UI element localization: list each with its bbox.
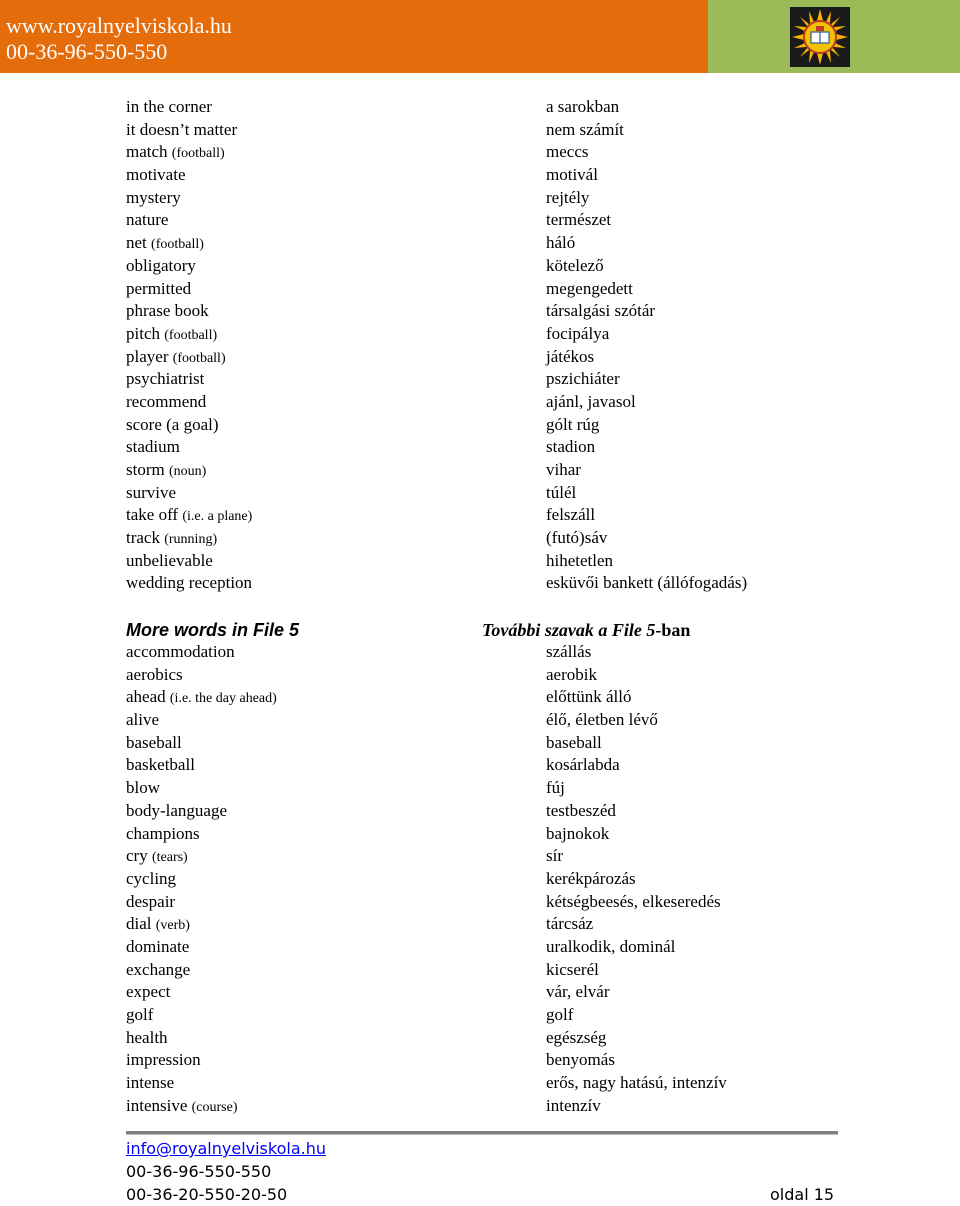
term-text: phrase book <box>126 301 209 321</box>
english-term <box>126 527 252 550</box>
hungarian-term <box>546 300 747 323</box>
hungarian-term <box>546 346 747 369</box>
term-text: pitch <box>126 323 160 343</box>
hungarian-term <box>546 664 727 687</box>
footer-divider <box>126 1131 838 1135</box>
hungarian-term <box>546 823 727 846</box>
english-term <box>126 346 252 369</box>
translation-text: játékos <box>546 346 595 366</box>
footer-email-link[interactable]: info@royalnyelviskola.hu <box>126 1139 326 1158</box>
translation-text: tárcsáz <box>546 914 594 934</box>
translation-text: uralkodik, dominál <box>546 936 676 956</box>
footer-phone: 00-36-96-550-550 <box>126 1162 272 1181</box>
translation-text: társalgási szótár <box>546 301 656 321</box>
translation-text: meccs <box>546 142 589 162</box>
term-text: body-language <box>126 800 228 820</box>
term-text: permitted <box>126 278 192 298</box>
english-term <box>126 232 252 255</box>
hungarian-term <box>546 754 727 777</box>
translation-text: kétségbeesés, elkeseredés <box>546 891 721 911</box>
translation-text: intenzív <box>546 1095 601 1115</box>
english-term <box>126 936 277 959</box>
english-term <box>126 686 277 709</box>
translation-text: nem számít <box>546 119 624 139</box>
hungarian-term <box>546 119 747 142</box>
hungarian-term <box>546 164 747 187</box>
term-note: (football) <box>172 350 226 366</box>
hungarian-term <box>546 459 747 482</box>
english-term <box>126 141 252 164</box>
term-note: (running) <box>164 532 218 548</box>
term-text: survive <box>126 482 177 502</box>
term-text: net <box>126 233 147 253</box>
english-term <box>126 504 252 527</box>
hungarian-term <box>546 323 747 346</box>
translation-text: rejtély <box>546 187 590 207</box>
english-term <box>126 187 252 210</box>
term-note: (tears) <box>151 850 188 866</box>
translation-text: a sarokban <box>546 97 620 116</box>
english-term <box>126 641 277 664</box>
translation-text: vihar <box>546 460 581 479</box>
translation-text: előttünk álló <box>546 687 632 707</box>
hungarian-term <box>546 527 747 550</box>
term-text: player <box>126 346 169 366</box>
translation-text: felszáll <box>546 505 596 525</box>
term-text: impression <box>126 1050 201 1070</box>
hungarian-term <box>546 1004 727 1027</box>
term-text: wedding reception <box>126 573 253 593</box>
term-text: dial <box>126 914 152 934</box>
english-term <box>126 96 252 119</box>
translation-text: vár, elvár <box>546 982 610 1002</box>
hungarian-term <box>546 187 747 210</box>
translation-text: ajánl, javasol <box>546 391 636 411</box>
hungarian-word-list <box>546 96 747 595</box>
translation-text: baseball <box>546 732 602 752</box>
translation-text: hihetetlen <box>546 550 614 570</box>
term-note: (noun) <box>168 464 207 479</box>
hungarian-term <box>546 936 727 959</box>
term-note: (football) <box>164 327 218 343</box>
hungarian-term <box>546 550 747 573</box>
translation-text: pszichiáter <box>546 369 620 389</box>
english-term <box>126 845 277 868</box>
hungarian-term <box>546 368 747 391</box>
hungarian-term <box>546 913 727 936</box>
english-term <box>126 323 252 346</box>
english-word-list-more <box>126 641 277 1117</box>
hungarian-term <box>546 686 727 709</box>
term-text: match <box>126 142 168 162</box>
term-text: basketball <box>126 755 195 775</box>
english-term <box>126 1095 277 1118</box>
term-text: mystery <box>126 187 181 207</box>
english-term <box>126 414 252 437</box>
hungarian-term <box>546 641 727 664</box>
translation-text: megengedett <box>546 278 633 298</box>
translation-text: benyomás <box>546 1050 615 1070</box>
hungarian-term <box>546 981 727 1004</box>
translation-text: gólt rúg <box>546 414 600 434</box>
term-text: accommodation <box>126 642 235 661</box>
sun-book-logo-icon <box>790 7 850 67</box>
translation-text: kicserél <box>546 959 599 979</box>
footer-mobile: 00-36-20-550-20-50 <box>126 1185 288 1204</box>
hungarian-term <box>546 732 727 755</box>
english-term <box>126 664 277 687</box>
english-term <box>126 300 252 323</box>
english-term <box>126 1004 277 1027</box>
translation-text: esküvői bankett (állófogadás) <box>546 573 748 593</box>
term-text: dominate <box>126 936 190 956</box>
hungarian-word-list-more <box>546 641 727 1117</box>
english-term <box>126 1027 277 1050</box>
hungarian-term <box>546 959 727 982</box>
english-term <box>126 981 277 1004</box>
hungarian-term <box>546 209 747 232</box>
term-note: (i.e. the day ahead) <box>169 691 277 707</box>
hungarian-term <box>546 800 727 823</box>
term-text: intensive <box>126 1095 188 1115</box>
translation-text: háló <box>546 233 576 253</box>
term-text: expect <box>126 982 171 1002</box>
term-text: ahead <box>126 687 166 707</box>
english-term <box>126 278 252 301</box>
term-text: health <box>126 1027 168 1047</box>
english-term <box>126 891 277 914</box>
heading-hu-suffix: -ban <box>655 620 691 640</box>
hungarian-term <box>546 391 747 414</box>
term-text: psychiatrist <box>126 369 205 389</box>
translation-text: focipálya <box>546 323 610 343</box>
term-note: (football) <box>151 237 204 253</box>
term-note: (i.e. a plane) <box>182 509 253 525</box>
translation-text: sír <box>546 846 563 866</box>
term-text: score (a goal) <box>126 414 219 434</box>
hungarian-term <box>546 868 727 891</box>
hungarian-term <box>546 96 747 119</box>
english-term <box>126 436 252 459</box>
term-note: (verb) <box>155 918 190 934</box>
translation-text: (futó)sáv <box>546 528 608 548</box>
term-text: storm <box>126 460 165 479</box>
hungarian-term <box>546 1027 727 1050</box>
term-text: aerobics <box>126 664 183 684</box>
hungarian-term <box>546 255 747 278</box>
hungarian-term <box>546 1072 727 1095</box>
term-text: obligatory <box>126 255 196 275</box>
term-text: champions <box>126 823 200 843</box>
english-term <box>126 1072 277 1095</box>
term-text: despair <box>126 891 176 911</box>
term-text: baseball <box>126 732 182 752</box>
translation-text: szállás <box>546 642 592 661</box>
term-text: take off <box>126 505 179 525</box>
english-term <box>126 209 252 232</box>
term-text: alive <box>126 710 160 730</box>
hungarian-term <box>546 572 747 595</box>
term-text: golf <box>126 1005 154 1024</box>
english-term <box>126 391 252 414</box>
translation-text: élő, életben lévő <box>546 710 658 730</box>
english-term <box>126 959 277 982</box>
translation-text: túlél <box>546 482 577 502</box>
english-term <box>126 119 252 142</box>
english-term <box>126 550 252 573</box>
header-phone: 00-36-96-550-550 <box>6 39 168 64</box>
term-text: exchange <box>126 959 191 979</box>
section-heading-hu <box>482 618 690 642</box>
term-text: it doesn’t matter <box>126 119 238 139</box>
translation-text: stadion <box>546 437 596 457</box>
english-term <box>126 1049 277 1072</box>
hungarian-term <box>546 891 727 914</box>
translation-text: bajnokok <box>546 823 610 843</box>
site-url[interactable]: www.royalnyelviskola.hu <box>6 13 232 38</box>
term-note: (football) <box>171 146 225 162</box>
header-bar <box>0 0 960 73</box>
section-heading-en: More words in File 5 <box>126 620 300 640</box>
english-term <box>126 868 277 891</box>
hungarian-term <box>546 278 747 301</box>
term-text: stadium <box>126 437 180 457</box>
hungarian-term <box>546 845 727 868</box>
term-text: recommend <box>126 391 207 411</box>
translation-text: kerékpározás <box>546 868 636 888</box>
translation-text: fúj <box>546 778 565 798</box>
translation-text: egészség <box>546 1027 607 1047</box>
hungarian-term <box>546 1049 727 1072</box>
english-term <box>126 777 277 800</box>
hungarian-term <box>546 482 747 505</box>
english-term <box>126 255 252 278</box>
english-term <box>126 572 252 595</box>
english-term <box>126 732 277 755</box>
hungarian-term <box>546 709 727 732</box>
term-text: unbelievable <box>126 550 213 570</box>
translation-text: kosárlabda <box>546 755 620 775</box>
term-text: nature <box>126 210 169 230</box>
term-text: intense <box>126 1073 175 1093</box>
english-term <box>126 482 252 505</box>
hungarian-term <box>546 436 747 459</box>
term-text: in the corner <box>126 97 212 116</box>
term-text: motivate <box>126 165 186 185</box>
english-term <box>126 368 252 391</box>
english-term <box>126 913 277 936</box>
translation-text: aerobik <box>546 664 597 684</box>
english-term <box>126 459 252 482</box>
hungarian-term <box>546 1095 727 1118</box>
english-term <box>126 164 252 187</box>
translation-text: golf <box>546 1005 574 1024</box>
term-text: cry <box>126 846 148 866</box>
heading-hu-text: További szavak a File 5 <box>482 620 656 640</box>
term-note: (course) <box>191 1099 238 1115</box>
english-term <box>126 754 277 777</box>
page-number: oldal 15 <box>770 1185 835 1204</box>
english-word-list <box>126 96 252 595</box>
translation-text: motivál <box>546 165 598 185</box>
english-term <box>126 823 277 846</box>
term-text: blow <box>126 778 160 798</box>
english-term <box>126 800 277 823</box>
term-text: track <box>126 528 160 548</box>
hungarian-term <box>546 232 747 255</box>
translation-text: erős, nagy hatású, intenzív <box>546 1073 727 1093</box>
translation-text: természet <box>546 210 612 230</box>
term-text: cycling <box>126 868 177 888</box>
translation-text: kötelező <box>546 255 604 275</box>
hungarian-term <box>546 414 747 437</box>
hungarian-term <box>546 504 747 527</box>
english-term <box>126 709 277 732</box>
hungarian-term <box>546 777 727 800</box>
hungarian-term <box>546 141 747 164</box>
translation-text: testbeszéd <box>546 800 616 820</box>
